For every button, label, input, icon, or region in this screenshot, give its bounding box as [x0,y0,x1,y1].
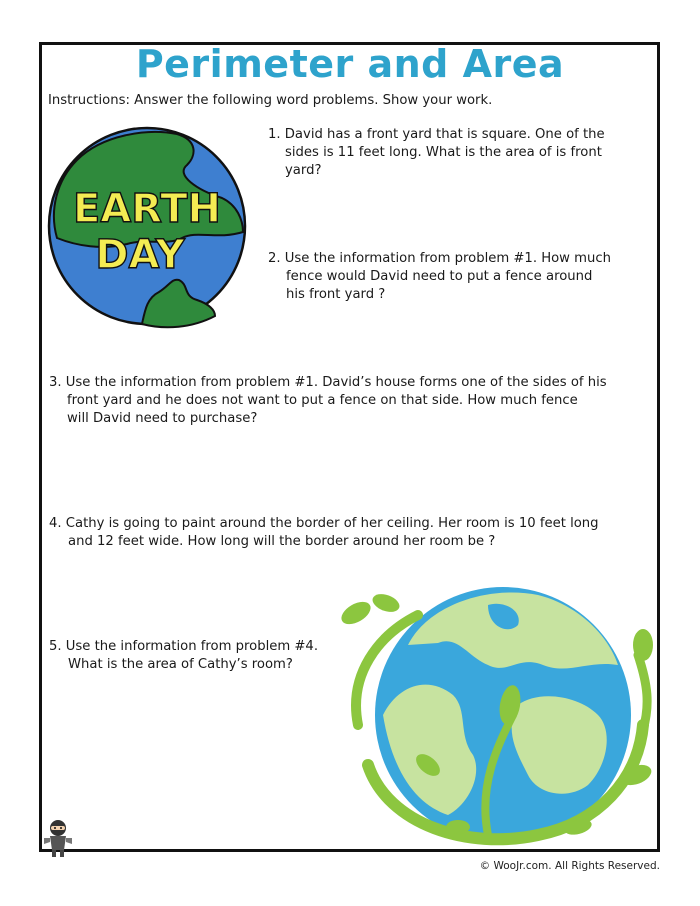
vine-globe-icon [338,565,658,847]
question-1-line-2: sides is 11 feet long. What is the area of is front [285,145,602,160]
question-2-line-1: 2. Use the information from problem #1. How much [268,251,611,266]
page-title: Perimeter and Area [135,42,565,86]
question-3-line-1: 3. Use the information from problem #1. David’s house forms one of the sides of his [49,375,607,390]
earth-day-text-2: DAY [95,232,185,278]
question-3-line-2: front yard and he does not want to put a fence on that side. How much fence [67,393,578,408]
earth-day-text-1: EARTH [72,186,222,232]
earth-day-globe-icon [47,120,247,332]
question-3-line-3: will David need to purchase? [67,411,258,426]
question-5-line-2: What is the area of Cathy’s room? [68,657,293,672]
question-4-line-1: 4. Cathy is going to paint around the border of her ceiling. Her room is 10 feet long [49,516,599,531]
question-2-line-3: his front yard ? [286,287,386,302]
question-1-line-3: yard? [285,163,322,178]
ninja-mascot-icon [40,818,76,858]
question-4 [49,515,654,551]
question-4-line-2: and 12 feet wide. How long will the border around her room be ? [68,534,496,549]
instructions: Instructions: Answer the following word problems. Show your work. [48,93,493,108]
question-5-line-1: 5. Use the information from problem #4. [49,639,319,654]
question-2-line-2: fence would David need to put a fence around [286,269,593,284]
question-1 [268,126,648,180]
question-3 [49,374,654,428]
question-1-line-1: 1. David has a front yard that is square. One of the [268,127,605,142]
question-2 [268,250,648,304]
question-5 [49,638,349,674]
copyright-notice: © WooJr.com. All Rights Reserved. [479,860,660,872]
